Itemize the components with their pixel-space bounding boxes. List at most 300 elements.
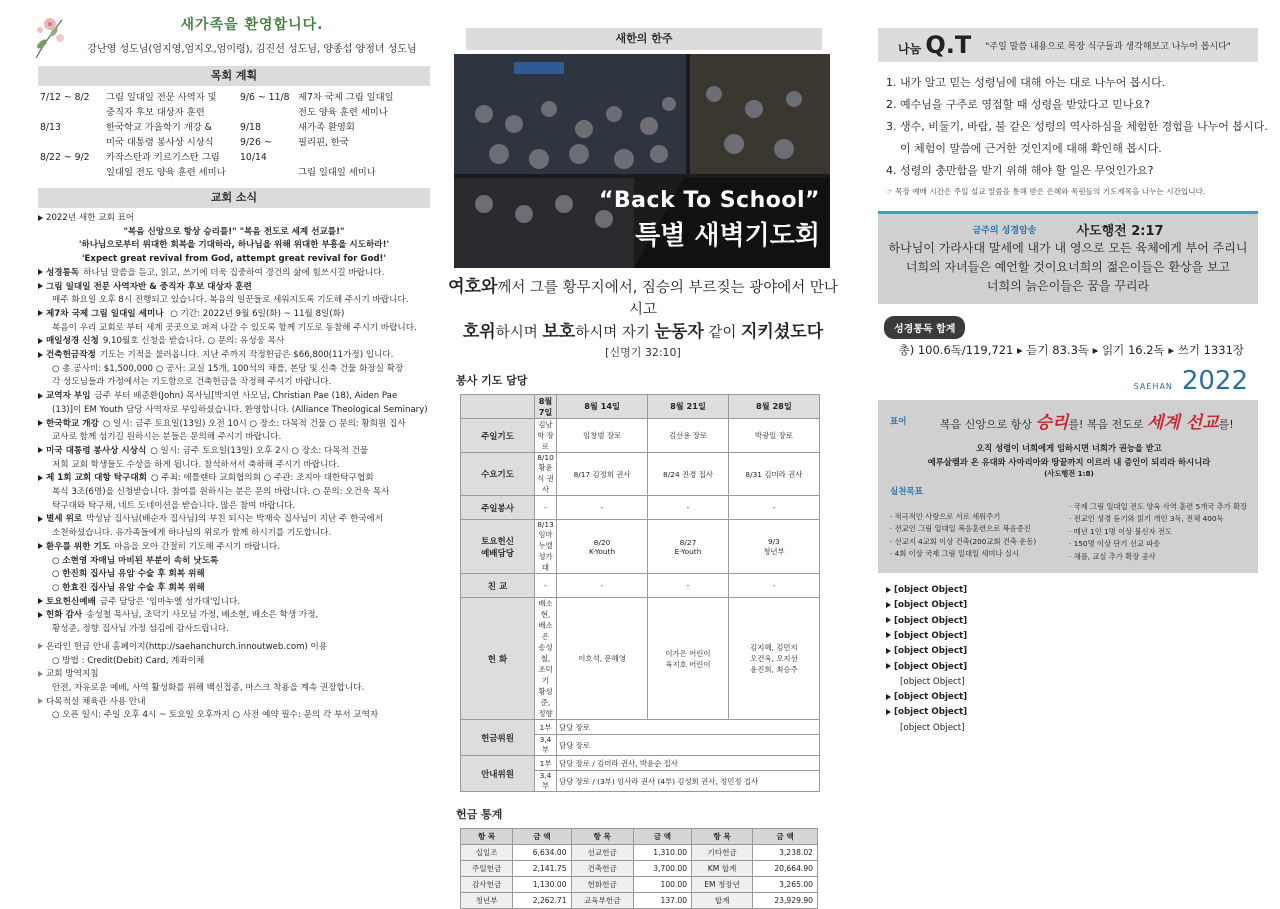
news-item xyxy=(38,668,430,682)
qt-subtitle: "주일 말씀 내용으로 목장 식구들과 생각해보고 나누어 봅시다" xyxy=(985,41,1231,52)
news-item xyxy=(38,404,430,418)
news-heading: 교역자 부임 xyxy=(46,391,91,402)
prayer-photo xyxy=(454,54,830,268)
event-item xyxy=(886,705,1258,720)
service-cell: 8/10 황윤식 권사 xyxy=(535,453,557,496)
news-text: 교사로 함께 섬기길 원하시는 분들은 문의해 주시기 바랍니다. xyxy=(52,432,282,443)
news-item xyxy=(38,267,430,281)
news-item xyxy=(38,709,430,723)
news-item xyxy=(38,390,430,404)
news-text: 복음이 우리 교회로 부터 세계 곳곳으로 퍼져 나갈 수 있도록 함께 기도로 동참해 주시기 바랍니다. xyxy=(52,322,417,333)
news-text: (13)]이 EM Youth 담당 사역자로 부임하셨습니다. 환영합니다. (Alliance Theological Seminary) xyxy=(52,404,428,415)
finance-item: 헌화헌금 xyxy=(571,877,633,893)
finance-item: 교육부헌금 xyxy=(571,893,633,909)
qt-question: 4. 성령의 충만함을 받기 위해 해야 할 일은 무엇인가요? xyxy=(886,164,1154,177)
qt-question: 3. 생수, 비둘기, 바람, 불 같은 성령의 역사하심을 체험한 경험을 나누어 봅시다. xyxy=(886,120,1268,133)
event-text: [object Object] xyxy=(900,722,965,733)
schedule-text: 중직자 후보 대상자 훈련 xyxy=(106,107,205,118)
news-text: 2022년 새한 교회 표어 xyxy=(46,213,135,223)
finance-title: 헌금 통계 xyxy=(456,808,503,821)
news-item xyxy=(38,431,430,445)
verse-emph: 여호와 xyxy=(448,277,498,297)
news-item xyxy=(38,349,430,363)
service-cell: - xyxy=(535,496,557,520)
news-item xyxy=(38,696,430,710)
bullet-icon xyxy=(886,648,891,654)
row-label: 주일기도 xyxy=(461,419,535,453)
bullet-icon xyxy=(38,215,43,221)
finance-item: 감사헌금 xyxy=(461,877,513,893)
news-text: 안전, 자유로운 예배, 사역 활성화를 위해 백신접종, 마스크 착용을 계속 권장합니다. xyxy=(52,682,365,693)
service-cell: 8/24 진경 집사 xyxy=(648,453,729,496)
news-text: 'Expect great revival from God, attempt great revival for God!' xyxy=(81,254,387,265)
news-text: 한진희 집사님 유암 수술 후 회복 위해 xyxy=(62,569,205,580)
finance-item: 주일헌금 xyxy=(461,861,513,877)
service-cell: 8/17 김정희 권사 xyxy=(557,453,648,496)
service-cell: 박광일 장로 xyxy=(728,419,819,453)
bullet-icon xyxy=(886,587,891,593)
news-heading: 건축헌금작정 xyxy=(46,350,96,361)
finance-amount: 2,141.75 xyxy=(513,861,571,877)
schedule-header: 목회 계획 xyxy=(38,66,430,86)
service-cell: 담당 장로 / 김미라 권사, 박윤순 집사 xyxy=(557,756,820,771)
goal-item: · 국제 그림 일대일 전도 양육 사역 훈련 5개국 추가 확장 xyxy=(1069,502,1248,511)
right-column xyxy=(878,0,1268,778)
news-item xyxy=(38,682,430,696)
verse-text: 하시며 xyxy=(495,325,543,341)
news-text: 복식 3조(6명)을 신청받습니다. 참여를 원하시는 분은 문의 바랍니다. ○ 문의: 오건욱 목사 xyxy=(52,487,390,498)
news-item xyxy=(38,212,430,226)
news-text: 금주 담당은 '임마누엘 성가대'입니다. xyxy=(99,596,240,607)
schedule-text: 그림 일대일 세미나 xyxy=(298,167,376,178)
news-item xyxy=(38,294,430,308)
date-header: 8월 14일 xyxy=(557,395,648,419)
news-text: 각 성도님들과 가정에서는 기도함으로 건축헌금을 작정해 주시기 바랍니다. xyxy=(52,377,332,388)
schedule-date: 7/12 ~ 8/2 xyxy=(40,92,90,103)
welcome-section xyxy=(32,0,430,66)
bullet-icon xyxy=(38,643,43,649)
goal-item: · 매년 1인 1명 이상 불신자 전도 xyxy=(1069,526,1173,536)
event-text: [object Object] xyxy=(894,630,968,641)
memory-label: 금주의 성경암송 xyxy=(972,226,1037,236)
goal-item: · 선교지 4교회 이상 건축(200교회 건축 운동) xyxy=(890,536,1037,546)
news-item xyxy=(38,609,430,623)
bullet-icon xyxy=(38,475,43,481)
finance-amount: 6,634.00 xyxy=(513,845,571,861)
event-item xyxy=(886,721,1258,736)
finance-amount: 3,700.00 xyxy=(633,861,691,877)
bullet-icon xyxy=(38,516,43,522)
news-text: ○ 주최: 애틀랜타 교회협의회 ○ 주관: 조지아 대한탁구협회 xyxy=(150,473,374,484)
finance-item: 기타헌금 xyxy=(692,845,753,861)
goals-label: 실천목표 xyxy=(890,487,923,497)
qt-note: ☞ 목장 예배 시간은 주일 설교 말씀을 통해 받은 은혜와 목원들의 기도제목을 나누는 시간입니다. xyxy=(886,187,1206,196)
service-cell: 이호석, 문혜영 xyxy=(557,598,648,720)
finance-item: KM 합계 xyxy=(692,861,753,877)
brand-name: SAEHAN xyxy=(1133,382,1173,391)
service-cell: 8/13 임마누엘 성가대 xyxy=(535,520,557,574)
news-text: 다목적실 체육관 사용 안내 xyxy=(46,696,146,707)
service-cell: 김남학 장로 xyxy=(535,419,557,453)
news-text: 9,10월호 신청을 받습니다. ○ 문의: 유성웅 목사 xyxy=(102,336,285,347)
finance-amount: 100.00 xyxy=(633,877,691,893)
event-text: [object Object] xyxy=(894,692,968,703)
memory-line: 너희의 늙은이들은 꿈을 꾸리라 xyxy=(986,279,1150,293)
news-text: 교회 방역지침 xyxy=(46,669,99,680)
news-item xyxy=(38,281,430,295)
bullet-icon xyxy=(38,447,43,453)
news-text: 송성철 목사님, 조덕기 사모님 가정, 배소현, 배소은 학생 가정, xyxy=(86,610,319,621)
schedule-text: 새가족 환영회 xyxy=(298,122,355,133)
schedule-row xyxy=(40,165,240,180)
finance-item: EM 청장년 xyxy=(692,877,753,893)
news-heading: 제7차 국제 그림 일대일 세미나 xyxy=(46,308,164,319)
qt-question: 1. 내가 알고 믿는 성령님에 대해 아는 대로 나누어 봅시다. xyxy=(886,76,1166,89)
service-cell: - xyxy=(728,496,819,520)
event-item xyxy=(886,598,1258,613)
qt-header xyxy=(878,28,1258,62)
news-text: 탁구대와 탁구채, 네트 도네이션을 받습니다. 많은 참여 바랍니다. xyxy=(52,500,296,511)
schedule-date: 9/6 ~ 11/8 xyxy=(240,92,290,103)
event-text: [object Object] xyxy=(894,646,968,657)
verse-text: 하시며 자기 xyxy=(575,325,655,341)
reading-total-badge: 성경통독 합계 xyxy=(884,316,965,339)
bullet-icon: ○ xyxy=(52,555,63,566)
news-item xyxy=(38,322,430,336)
goal-item: · 150명 이상 단기 선교 파송 xyxy=(1069,539,1161,549)
service-part: 3,4부 xyxy=(535,735,557,756)
vision-box xyxy=(878,400,1258,573)
memory-reference: 사도행전 2:17 xyxy=(1076,224,1164,239)
bullet-icon xyxy=(38,612,43,618)
flower-icon xyxy=(32,14,66,60)
event-item xyxy=(886,583,1258,598)
schedule-row xyxy=(40,120,240,135)
news-text: 한효진 집사님 유암 수술 후 회복 위해 xyxy=(62,582,205,593)
news-item xyxy=(38,555,430,569)
goal-item: · 4회 이상 국제 그림 일대일 세미나 실시 xyxy=(890,549,1019,559)
bullet-icon xyxy=(38,352,43,358)
qt-question: 2. 예수님을 구주로 영접할 때 성령을 받았다고 믿나요? xyxy=(886,98,1150,111)
news-item xyxy=(38,596,430,610)
schedule-row xyxy=(240,90,430,105)
service-cell: 이가은 어린이 육지호 어린이 xyxy=(648,598,729,720)
service-cell: 임창범 장로 xyxy=(557,419,648,453)
service-cell: - xyxy=(557,574,648,598)
goal-item: · 채플, 교실 추가 확장 공사 xyxy=(1069,551,1156,561)
finance-header: 금 액 xyxy=(513,829,571,845)
verse-emph: 보호 xyxy=(542,322,576,342)
motto-label: 표어 xyxy=(890,416,907,427)
bullet-icon xyxy=(38,671,43,677)
news-item xyxy=(38,226,430,240)
finance-amount: 137.00 xyxy=(633,893,691,909)
news-text: 소천하셨습니다. 유가족들에게 하나님의 위로가 함께 하시기를 기도합니다. xyxy=(52,528,332,539)
event-text: [object Object] xyxy=(894,615,968,626)
news-heading: 토요헌신예배 xyxy=(46,596,96,607)
bullet-icon xyxy=(38,543,43,549)
vision-verse: 오직 성령이 너희에게 임하시면 너희가 권능을 받고 예루살렘과 온 유대와 사마리아와 땅끝까지 이르러 내 증인이 되리라 하시니라 xyxy=(927,443,1211,467)
left-column xyxy=(32,0,430,778)
event-text: [object Object] xyxy=(900,676,965,687)
schedule-date xyxy=(40,135,106,150)
verse-emph: 호위 xyxy=(462,322,496,342)
finance-amount: 2,262.71 xyxy=(513,893,571,909)
event-item xyxy=(886,675,1258,690)
memory-line: 하나님이 가라사대 말세에 내가 내 영으로 모든 육체에게 부어 주리니 xyxy=(888,241,1248,255)
finance-table xyxy=(460,828,818,909)
schedule-text: 제7차 국제 그림 일대일 xyxy=(298,92,394,103)
news-item xyxy=(38,308,430,322)
news-item xyxy=(38,486,430,500)
news-text: ○ 일시: 금주 토요일(13일) 오전 10시 ○ 장소: 다목적 건물 ○ 문의: 황희원 집사 xyxy=(102,418,406,429)
finance-amount: 1,310.00 xyxy=(633,845,691,861)
finance-item: 건축헌금 xyxy=(571,861,633,877)
news-text: 소현영 자매님 마비된 부분이 속히 낫도록 xyxy=(62,555,219,566)
bullet-icon xyxy=(38,338,43,344)
motto-text: 복음 신앙으로 항상 승리를! 복음 전도로 세계 선교를! xyxy=(940,413,1234,433)
verse-emph: 눈동자 xyxy=(654,322,704,342)
qt-question: 이 체험이 말씀에 근거한 것인지에 대해 확인해 봅시다. xyxy=(886,142,1162,155)
bullet-icon xyxy=(886,632,891,638)
table-corner xyxy=(461,395,535,419)
event-text: [object Object] xyxy=(894,600,968,611)
news-item xyxy=(38,253,430,267)
schedule-text: 일대일 전도 양육 훈련 세미나 xyxy=(106,167,226,178)
bullet-icon xyxy=(38,269,43,275)
news-heading: 미국 대통령 봉사상 시상식 xyxy=(46,445,147,456)
service-part: 1부 xyxy=(535,756,557,771)
finance-amount: 3,265.00 xyxy=(753,877,818,893)
service-part: 3,4부 xyxy=(535,771,557,792)
schedule-date xyxy=(40,105,106,120)
memory-text xyxy=(878,239,1258,296)
schedule-date: 8/22 ~ 9/2 xyxy=(40,152,90,163)
news-item xyxy=(38,376,430,390)
bullet-icon xyxy=(886,617,891,623)
middle-column xyxy=(448,0,838,905)
schedule-date: 8/13 xyxy=(40,122,61,133)
finance-header: 금 액 xyxy=(633,829,691,845)
bullet-icon xyxy=(38,283,43,289)
news-heading: 환우를 위한 기도 xyxy=(46,541,111,552)
news-text: ○ 방법 : Credit(Debit) Card, 계좌이체 xyxy=(52,655,205,666)
news-heading: 매일성경 신청 xyxy=(46,336,99,347)
news-text: ○ 오픈 일시: 주일 오후 4시 ~ 토요일 오후까지 ○ 사전 예약 필수: 문의 각 부서 교역자 xyxy=(52,710,379,721)
finance-item: 청년부 xyxy=(461,893,513,909)
news-text: 매주 화요일 오후 8시 진행되고 있습니다. 복음의 일꾼들로 세워지도록 기도해 주시기 바랍니다. xyxy=(52,295,409,306)
bullet-icon xyxy=(886,694,891,700)
schedule-text: 필리핀, 한국 xyxy=(298,137,349,148)
vision-reference: (사도행전 1:8) xyxy=(1044,469,1094,478)
scripture-verse xyxy=(448,276,838,344)
news-text: '하나님으로부터 위대한 회복을 기대하라, 하나님을 위해 위대한 부흥을 시도하라!' xyxy=(78,240,390,251)
finance-header: 항 목 xyxy=(461,829,513,845)
service-cell: 8/20 K-Youth xyxy=(557,520,648,574)
service-cell: - xyxy=(535,574,557,598)
date-header: 8월 7일 xyxy=(535,395,557,419)
news-text: "복음 신앙으로 항상 승리를!" "복음 전도로 세계 선교를!" xyxy=(123,226,345,237)
weekly-photo-header: 새한의 한주 xyxy=(466,28,822,50)
news-list xyxy=(32,212,430,723)
row-label: 헌 화 xyxy=(461,598,535,720)
schedule-row xyxy=(40,90,240,105)
news-text: ○ 기간: 2022년 9월 6일(화) ~ 11월 8일(화) xyxy=(167,308,345,319)
bullet-icon xyxy=(38,420,43,426)
service-cell: 담당 장로 / (3부) 임사라 권사 (4부) 김성희 권사, 정민정 집사 xyxy=(557,771,820,792)
news-text: 기도는 기적을 불러옵니다. 지난 주까지 작정헌금은 $66,800(11가정) 입니다. xyxy=(99,350,394,361)
reading-stats: 총) 100.6독/119,721 ▸ 듣기 83.3독 ▸ 읽기 16.2독 ▸ 쓰기 1331장 xyxy=(898,343,1244,357)
service-cell: 8/31 김미라 권사 xyxy=(728,453,819,496)
schedule-row xyxy=(240,120,430,135)
finance-header: 항 목 xyxy=(692,829,753,845)
news-item xyxy=(38,239,430,253)
news-item xyxy=(38,623,430,637)
year: 2022 xyxy=(1181,366,1248,396)
bullet-icon xyxy=(38,598,43,604)
news-item xyxy=(38,500,430,514)
finance-header: 항 목 xyxy=(571,829,633,845)
news-item xyxy=(38,418,430,432)
goal-item: · 적극적인 사랑으로 서로 세워주기 xyxy=(890,512,1001,521)
schedule-date: 9/26 ~ 10/14 xyxy=(240,137,272,163)
event-text: [object Object] xyxy=(894,707,968,718)
news-item xyxy=(38,513,430,527)
news-text: 하나님 말씀을 듣고, 읽고, 쓰기에 더욱 집중하여 경건의 삶에 힘쓰시길 바랍니다. xyxy=(83,267,385,278)
verse-text: 같이 xyxy=(703,325,741,341)
service-cell: 담당 장로 xyxy=(557,735,820,756)
news-item xyxy=(38,363,430,377)
bullet-icon xyxy=(886,663,891,669)
row-label: 친 교 xyxy=(461,574,535,598)
news-item xyxy=(38,568,430,582)
date-header: 8월 21일 xyxy=(648,395,729,419)
event-item xyxy=(886,614,1258,629)
news-item xyxy=(38,527,430,541)
qt-title: 나눔 Q.T xyxy=(898,31,972,59)
memory-line: 너희의 자녀들은 예언할 것이요너희의 젊은이들은 환상을 보고 xyxy=(905,260,1231,274)
bullet-icon xyxy=(38,310,43,316)
finance-item: 십일조 xyxy=(461,845,513,861)
schedule-row xyxy=(40,150,240,165)
schedule-row xyxy=(40,105,240,120)
event-item xyxy=(886,644,1258,659)
bullet-icon xyxy=(38,393,43,399)
schedule-row xyxy=(240,105,430,120)
schedule-text: 한국학교 가을학기 개강 & xyxy=(106,122,212,133)
schedule-text: 카작스탄과 키르기스탄 그림 xyxy=(106,152,220,163)
service-title: 봉사 기도 담당 xyxy=(456,374,528,387)
news-item xyxy=(38,335,430,349)
finance-amount: 23,929.90 xyxy=(753,893,818,909)
brand-year xyxy=(878,366,1258,396)
service-cell: 8/27 E-Youth xyxy=(648,520,729,574)
event-title-line2: 특별 새벽기도회 xyxy=(635,221,820,251)
event-text: [object Object] xyxy=(894,661,968,672)
welcome-title: 새가족을 환영합니다. xyxy=(180,17,324,33)
news-item xyxy=(38,445,430,459)
event-text: [object Object] xyxy=(894,585,968,596)
row-label: 수요기도 xyxy=(461,453,535,496)
schedule-date xyxy=(240,165,298,180)
schedule-date xyxy=(240,105,298,120)
schedule-text: 전도 양육 훈련 세미나 xyxy=(298,107,388,118)
event-title-line1: “Back To School” xyxy=(598,188,820,213)
news-item xyxy=(38,459,430,473)
date-header: 8월 28일 xyxy=(728,395,819,419)
news-heading: 한국학교 개강 xyxy=(46,418,99,429)
news-heading: 그림 일대일 전문 사역자반 & 중직자 후보 대상자 훈련 xyxy=(46,281,252,292)
news-heading: 별세 위로 xyxy=(46,514,83,525)
verse-text: 께서 그를 황무지에서, 짐승의 부르짖는 광야에서 만나시고 xyxy=(497,280,838,318)
event-item xyxy=(886,690,1258,705)
goal-item: · 전교인 성경 듣기와 읽기 개인 3독, 전체 400독 xyxy=(1069,514,1224,524)
news-text: 금주 부터 배준환(John) 목사님[박지연 사모님, Christian Pae (18), Aiden Pae xyxy=(94,391,398,402)
verse-emph: 지키셨도다 xyxy=(741,322,824,342)
finance-amount: 1,130.00 xyxy=(513,877,571,893)
row-label: 헌금위원 xyxy=(461,720,535,756)
news-text: 저희 교회 학생들도 수상을 하게 됩니다. 참석하셔서 축하해 주시기 바랍니다. xyxy=(52,459,340,470)
bullet-icon: ○ xyxy=(52,569,63,580)
service-cell: - xyxy=(648,496,729,520)
news-item xyxy=(38,541,430,555)
verse-reference: [신명기 32:10] xyxy=(605,346,681,359)
service-cell: 배소현, 배소은 송성철, 조덕기 황성준, 정향 xyxy=(535,598,557,720)
bullet-icon xyxy=(886,602,891,608)
service-cell: - xyxy=(728,574,819,598)
news-item xyxy=(38,655,430,669)
schedule-row xyxy=(240,135,430,165)
row-label: 안내위원 xyxy=(461,756,535,792)
finance-item: 합계 xyxy=(692,893,753,909)
schedule-text: 미국 대통령 봉사상 시상식 xyxy=(106,137,214,148)
schedule-grid xyxy=(32,90,430,180)
news-text: ○ 총 공사비: $1,500,000 ○ 공사: 교실 15개, 100석의 채플, 본당 및 신축 건물 화장실 확장 xyxy=(52,363,404,374)
finance-header: 금 액 xyxy=(753,829,818,845)
news-heading: 제 1회 교회 대항 탁구대회 xyxy=(46,473,147,484)
service-cell: 김지혜, 김민지 오건욱, 오지선 윤진희, 최승주 xyxy=(728,598,819,720)
news-text: 박성남 집사님(배순자 집사님)의 부친 되시는 박재숙 집사님이 지난 주 한국에서 xyxy=(86,514,384,525)
bullet-icon xyxy=(886,709,891,715)
row-label: 토요헌신 예배담당 xyxy=(461,520,535,574)
service-cell: 담당 장로 xyxy=(557,720,820,735)
schedule-row xyxy=(40,135,240,150)
news-text: 황성준, 정향 집사님 가정 섬김에 감사드립니다. xyxy=(52,624,229,635)
news-item xyxy=(38,641,430,655)
schedule-date xyxy=(40,165,106,180)
event-item xyxy=(886,629,1258,644)
news-item xyxy=(38,472,430,486)
goals-list xyxy=(890,501,1248,563)
service-part: 1부 xyxy=(535,720,557,735)
welcome-names: 강난영 성도님(엄지영,엄지오,엄이령), 김진선 성도님, 양종섭 양정녀 성도님 xyxy=(87,44,417,55)
schedule-date: 9/18 xyxy=(240,122,261,133)
finance-amount: 3,238.02 xyxy=(753,845,818,861)
finance-amount: 20,664.90 xyxy=(753,861,818,877)
service-cell: 김선용 장로 xyxy=(648,419,729,453)
news-heading: 헌화 감사 xyxy=(46,610,83,621)
schedule-row xyxy=(240,165,430,180)
finance-item: 선교헌금 xyxy=(571,845,633,861)
bullet-icon xyxy=(38,698,43,704)
news-text: 온라인 헌금 안내 홈페이지(http://saehanchurch.innoutweb.com) 이용 xyxy=(46,641,328,652)
service-cell: - xyxy=(648,574,729,598)
news-text: ○ 일시: 금주 토요일(13일) 오후 2시 ○ 장소: 다목적 건물 xyxy=(150,445,369,456)
bullet-icon: ○ xyxy=(52,582,63,593)
news-item xyxy=(38,582,430,596)
news-header: 교회 소식 xyxy=(38,188,430,208)
row-label: 주일봉사 xyxy=(461,496,535,520)
